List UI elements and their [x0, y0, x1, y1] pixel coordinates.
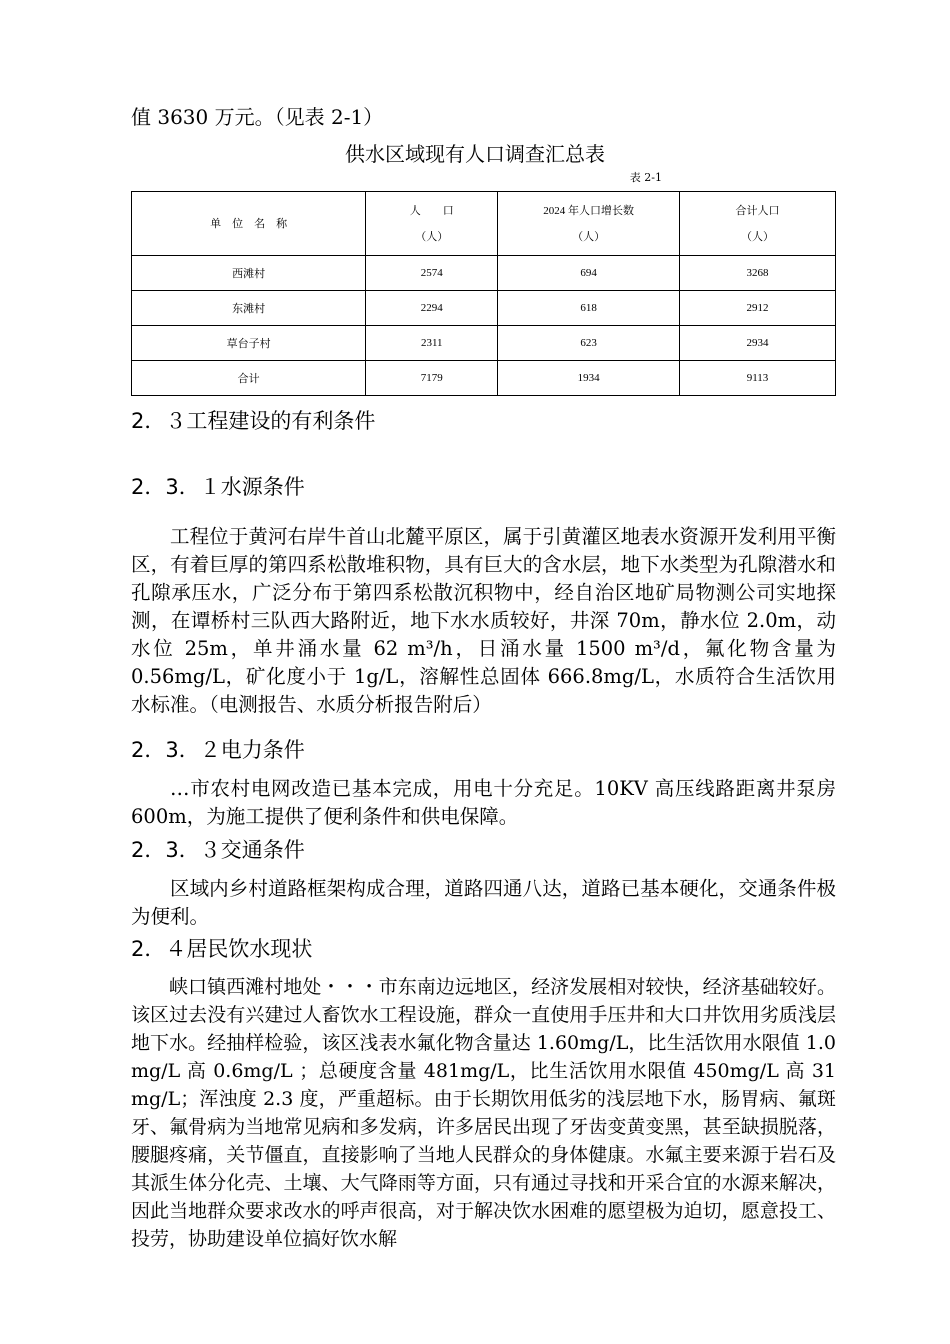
intro-line: 值 3630 万元。（见表 2-1） [131, 105, 384, 129]
section-heading-2-3: 2．３工程建设的有利条件 [131, 409, 376, 433]
table-cell: 2294 [366, 291, 498, 326]
table-cell: 9113 [680, 361, 836, 396]
table-cell: 西滩村 [132, 256, 366, 291]
table-title: 供水区域现有人口调查汇总表 [345, 142, 605, 166]
section-heading-2-3-2: 2．3．２电力条件 [131, 738, 305, 762]
section-heading-2-4: 2．４居民饮水现状 [131, 937, 313, 961]
table-cell: 1934 [498, 361, 680, 396]
header-cell: 2024 年人口增长数 （人） [498, 192, 680, 256]
paragraph-water-source: 工程位于黄河右岸牛首山北麓平原区，属于引黄灌区地表水资源开发利用平衡区，有着巨厚的第四系松散堆积物，具有巨大的含水层，地下水类型为孔隙潜水和孔隙承压水，广泛分布于第四系松散沉积物中，经自治区地矿局物测公司实地探测，在谭桥村三队西大路附近，地下水水质较好，井深 70m，静水位 2.0m，动水位 25m，单井涌水量 62 m³/h，日涌水量 1500 m³/d，氟化物含量为 0.56mg/L，矿化度小于 1g/L，溶解性总固体 666.8mg/L，水质符合生活饮用水标准。（电测报告、水质分析报告附后） [131, 525, 836, 716]
section-heading-2-3-3: 2．3．３交通条件 [131, 838, 305, 862]
table-cell: 2912 [680, 291, 836, 326]
table-cell: 东滩村 [132, 291, 366, 326]
population-table [131, 191, 836, 396]
table-cell: 3268 [680, 256, 836, 291]
table-cell: 草台子村 [132, 326, 366, 361]
table-row [132, 256, 836, 291]
header-cell: 人 口 （人） [366, 192, 498, 256]
table-header-row [132, 192, 836, 256]
paragraph-drinking-water: 峡口镇西滩村地处・・・市东南边远地区，经济发展相对较快，经济基础较好。该区过去没有兴建过人畜饮水工程设施，群众一直使用手压井和大口井饮用劣质浅层地下水。经抽样检验，该区浅表水氟化物含量达 1.60mg/L，比生活饮用水限值 1.0 mg/L 高 0.6mg/L ；总硬度含量 481mg/L，比生活饮用水限值 450mg/L 高 31 mg/L；浑浊度 2.3 度，严重超标。由于长期饮用低劣的浅层地下水，肠胃病、氟斑牙、氟骨病为当地常见病和多发病，许多居民出现了牙齿变黄变黑，甚至缺损脱落，腰腿疼痛，关节僵直，直接影响了当地人民群众的身体健康。水氟主要来源于岩石及其派生体分化壳、土壤、大气降雨等方面，只有通过寻找和开采合宜的水源来解决，因此当地群众要求改水的呼声很高，对于解决饮水困难的愿望极为迫切，愿意投工、投劳，协助建设单位搞好饮水解 [131, 976, 836, 1250]
paragraph-power: …市农村电网改造已基本完成，用电十分充足。10KV 高压线路距离井泵房 600m，为施工提供了便利条件和供电保障。 [131, 777, 836, 828]
header-cell: 单 位 名 称 [132, 192, 366, 256]
table-cell: 2574 [366, 256, 498, 291]
table-cell: 合计 [132, 361, 366, 396]
table-cell: 2934 [680, 326, 836, 361]
table-row [132, 291, 836, 326]
table-number: 表 2-1 [629, 171, 662, 184]
paragraph-traffic: 区域内乡村道路框架构成合理，道路四通八达，道路已基本硬化，交通条件极为便利。 [131, 877, 836, 928]
table-row [132, 361, 836, 396]
table-cell: 694 [498, 256, 680, 291]
table-row [132, 326, 836, 361]
section-heading-2-3-1: 2．3．１水源条件 [131, 475, 305, 499]
table-cell: 7179 [366, 361, 498, 396]
table-cell: 2311 [366, 326, 498, 361]
table-cell: 618 [498, 291, 680, 326]
table-cell: 623 [498, 326, 680, 361]
header-cell: 合计人口 （人） [680, 192, 836, 256]
